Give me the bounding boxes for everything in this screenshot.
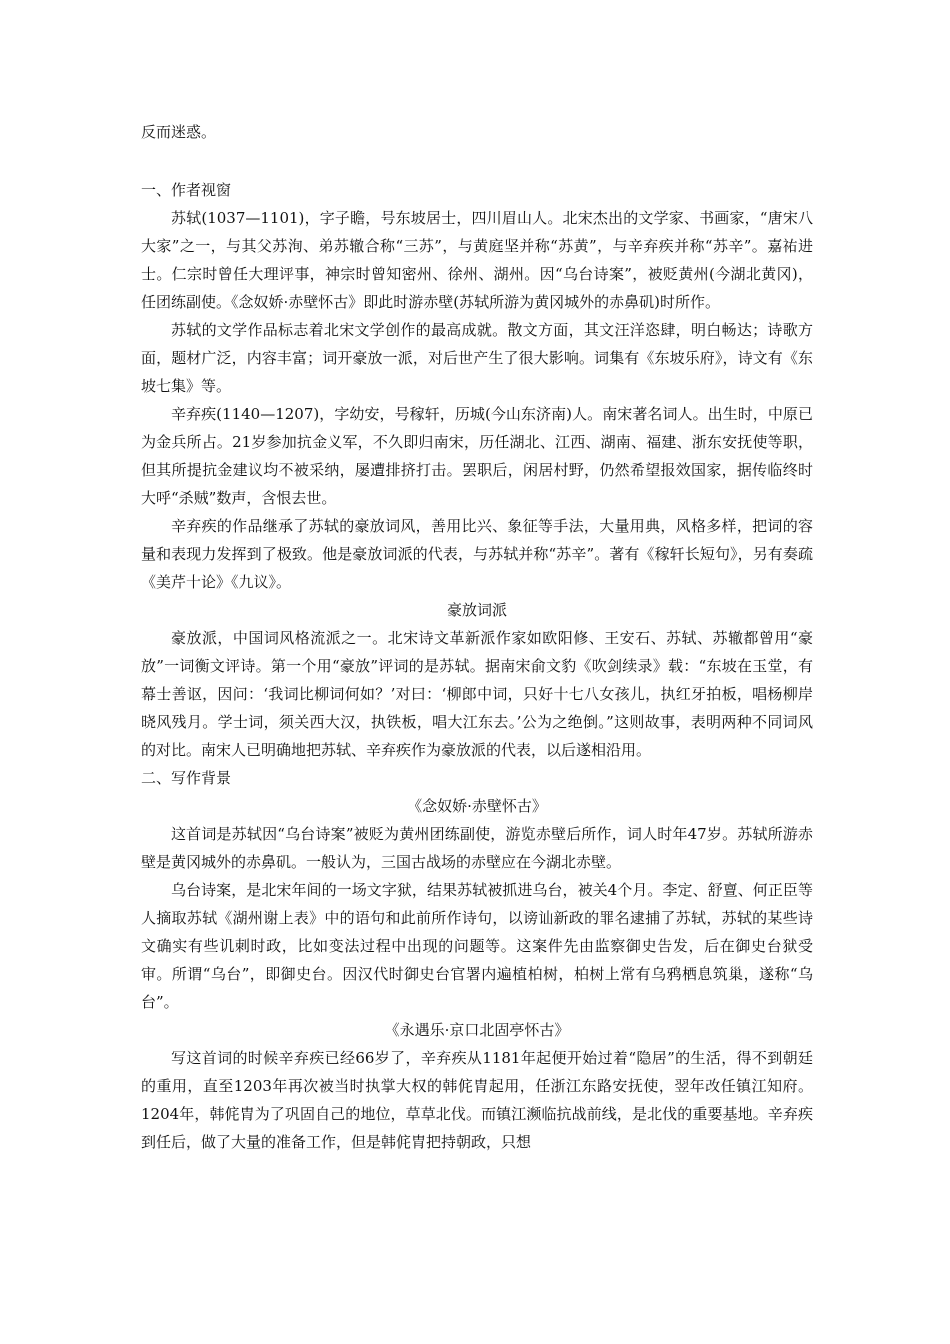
yongyule-background-paragraph: 写这首词的时候辛弃疾已经66岁了，辛弃疾从1181年起便开始过着“隐居”的生活，得不到朝廷的重用，直至1203年再次被当时执掌大权的韩侂胄起用，任浙江东路安抚使，翌年改任镇江知府。1204年，韩侂胄为了巩固自己的地位，草草北伐。而镇江濒临抗战前线，是北伐的重要基地。辛弃疾到任后，做了大量的准备工作，但是韩侂胄把持朝政，只想 [141,1049,813,1151]
poem-title-niannujiao: 《念奴娇·赤壁怀古》 [407,797,547,815]
xin-qiji-bio-paragraph: 辛弃疾(1140—1207)，字幼安，号稼轩，历城(今山东济南)人。南宋著名词人。出生时，中原已为金兵所占。21岁参加抗金义军，不久即归南宋，历任湖北、江西、湖南、福建、浙东安抚使等职，但其所提抗金建议均不被采纳，屡遭排挤打击。罢职后，闲居村野，仍然希望报效国家，据传临终时大呼“杀贼”数声，含恨去世。 [141,405,813,507]
haofang-paragraph: 豪放派，中国词风格流派之一。北宋诗文革新派作家如欧阳修、王安石、苏轼、苏辙都曾用“豪放”一词衡文评诗。第一个用“豪放”评词的是苏轼。据南宋俞文豹《吹剑续录》载：“东坡在玉堂，有幕士善讴，因问：‘我词比柳词何如？’对曰：‘柳郎中词，只好十七八女孩儿，执红牙拍板，唱杨柳岸晓风残月。学士词，须关西大汉，执铁板，唱大江东去。’公为之绝倒。”这则故事，表明两种不同词风的对比。南宋人已明确地把苏轼、辛弃疾作为豪放派的代表，以后遂相沿用。 [141,629,813,759]
haofang-subheading: 豪放词派 [446,601,507,619]
niannujiao-background-paragraph: 这首词是苏轼因“乌台诗案”被贬为黄州团练副使，游览赤壁后所作，词人时年47岁。苏轼所游赤壁是黄冈城外的赤鼻矶。一般认为，三国古战场的赤壁应在今湖北赤壁。 [141,825,813,871]
wutai-case-paragraph: 乌台诗案，是北宋年间的一场文字狱，结果苏轼被抓进乌台，被关4个月。李定、舒亶、何正臣等人摘取苏轼《湖州谢上表》中的语句和此前所作诗句，以谤讪新政的罪名逮捕了苏轼，苏轼的某些诗文确实有些讥刺时政，比如变法过程中出现的问题等。这案件先由监察御史告发，后在御史台狱受审。所谓“乌台”，即御史台。因汉代时御史台官署内遍植柏树，柏树上常有乌鸦栖息筑巢，遂称“乌台”。 [141,881,813,1011]
blank-gap [141,146,813,176]
document-page [141,118,813,1156]
xin-qiji-works-paragraph: 辛弃疾的作品继承了苏轼的豪放词风，善用比兴、象征等手法，大量用典，风格多样，把词的容量和表现力发挥到了极致。他是豪放词派的代表，与苏轼并称“苏辛”。著有《稼轩长短句》，另有奏疏《美芹十论》《九议》。 [141,517,813,591]
su-shi-bio-paragraph: 苏轼(1037—1101)，字子瞻，号东坡居士，四川眉山人。北宋杰出的文学家、书画家，“唐宋八大家”之一，与其父苏洵、弟苏辙合称“三苏”，与黄庭坚并称“苏黄”，与辛弃疾并称“苏辛”。嘉祐进士。仁宗时曾任大理评事，神宗时曾知密州、徐州、湖州。因“乌台诗案”，被贬黄州(今湖北黄冈)，任团练副使。《念奴娇·赤壁怀古》即此时游赤壁(苏轼所游为黄冈城外的赤鼻矶)时所作。 [141,209,813,311]
section1-heading: 一、作者视窗 [141,181,232,199]
lead-line: 反而迷惑。 [141,123,217,141]
su-shi-works-paragraph: 苏轼的文学作品标志着北宋文学创作的最高成就。散文方面，其文汪洋恣肆，明白畅达；诗歌方面，题材广泛，内容丰富；词开豪放一派，对后世产生了很大影响。词集有《东坡乐府》，诗文有《东坡七集》等。 [141,321,813,395]
poem-title-yongyule: 《永遇乐·京口北固亭怀古》 [384,1021,570,1039]
section2-heading: 二、写作背景 [141,769,232,787]
